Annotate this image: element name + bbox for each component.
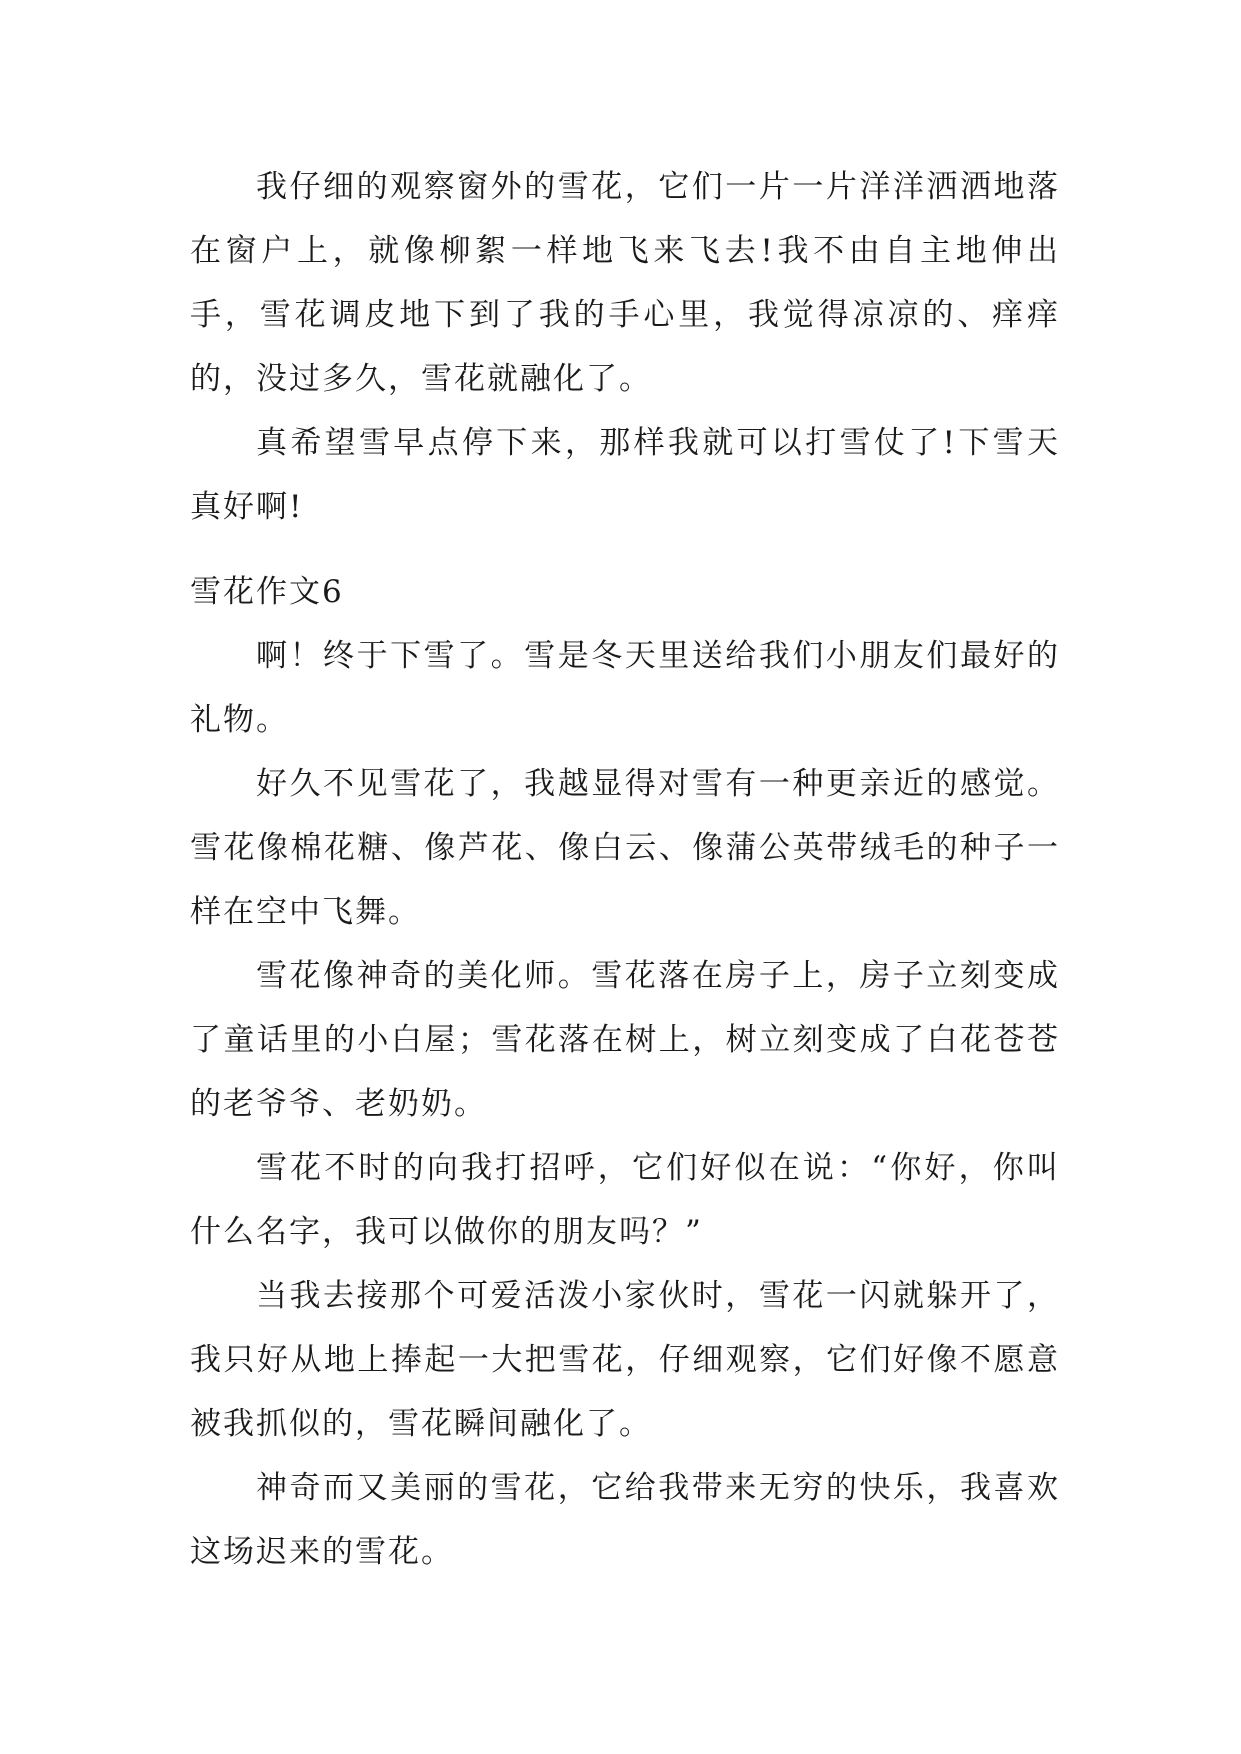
paragraph: 好久不见雪花了，我越显得对雪有一种更亲近的感觉。雪花像棉花糖、像芦花、像白云、像蒲公英带绒毛的种子一样在空中飞舞。 — [190, 766, 1060, 930]
paragraph: 当我去接那个可爱活泼小家伙时，雪花一闪就躲开了，我只好从地上捧起一大把雪花，仔细观察，它们好像不愿意被我抓似的，雪花瞬间融化了。 — [190, 1278, 1060, 1442]
paragraph: 雪花像神奇的美化师。雪花落在房子上，房子立刻变成了童话里的小白屋；雪花落在树上，树立刻变成了白花苍苍的老爷爷、老奶奶。 — [190, 958, 1060, 1122]
essay-continuation — [190, 155, 1060, 539]
paragraph: 真希望雪早点停下来，那样我就可以打雪仗了!下雪天真好啊! — [190, 425, 1060, 525]
paragraph: 啊！终于下雪了。雪是冬天里送给我们小朋友们最好的礼物。 — [190, 638, 1060, 738]
paragraph: 雪花不时的向我打招呼，它们好似在说：“你好，你叫什么名字，我可以做你的朋友吗？” — [190, 1150, 1060, 1250]
section-heading: 雪花作文6 — [190, 574, 344, 610]
paragraph: 我仔细的观察窗外的雪花，它们一片一片洋洋洒洒地落在窗户上，就像柳絮一样地飞来飞去!我不由自主地伸出手，雪花调皮地下到了我的手心里，我觉得凉凉的、痒痒的，没过多久，雪花就融化了。 — [190, 169, 1060, 397]
essay-section — [190, 560, 1060, 1584]
paragraph: 神奇而又美丽的雪花，它给我带来无穷的快乐，我喜欢这场迟来的雪花。 — [190, 1470, 1060, 1570]
